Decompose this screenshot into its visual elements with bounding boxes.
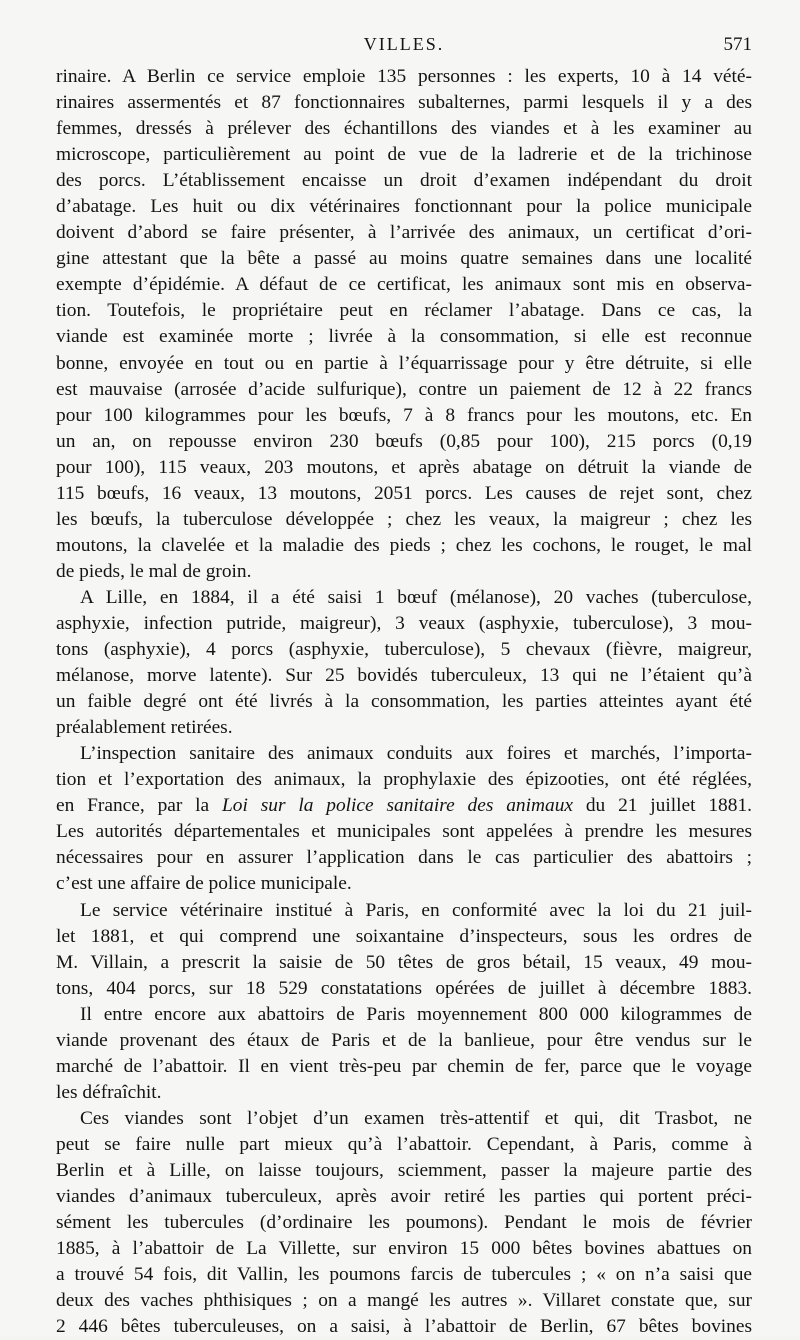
- text-fragment: en France, par la: [56, 795, 210, 817]
- text-line: un an, on repousse environ 230 bœufs (0,85 pour 100), 215 porcs (0,19: [56, 430, 752, 452]
- text-line: tion. Toutefois, le propriétaire peut en réclamer l’abatage. Dans ce cas, la: [56, 300, 752, 322]
- text-line: viande est examinée morte ; livrée à la consommation, si elle est reconnue: [56, 326, 752, 348]
- text-line: Ces viandes sont l’objet d’un examen très-attentif et qui, dit Trasbot, ne: [80, 1107, 752, 1129]
- text-line: A Lille, en 1884, il a été saisi 1 bœuf (mélanose), 20 vaches (tuberculose,: [80, 586, 752, 608]
- text-line: préalablement retirées.: [56, 717, 233, 739]
- text-line: 1885, à l’abattoir de La Villette, sur environ 15 000 bêtes bovines abattues on: [56, 1238, 752, 1260]
- text-line: mélanose, morve latente). Sur 25 bovidés tuberculeux, 13 qui ne l’étaient qu’à: [56, 665, 752, 687]
- text-line: gine attestant que la bête a passé au moins quatre semaines dans une localité: [56, 248, 752, 270]
- text-line: deux des vaches phthisiques ; on a mangé les autres ». Villaret constate que, sur: [56, 1290, 752, 1312]
- text-line: a trouvé 54 fois, dit Vallin, les poumons farcis de tubercules ; « on n’a saisi que: [56, 1264, 752, 1286]
- text-line: pour 100 kilogrammes pour les bœufs, 7 à 8 francs pour les moutons, etc. En: [56, 404, 752, 426]
- text-line: les bœufs, la tuberculose développée ; chez les veaux, la maigreur ; chez les: [56, 508, 752, 530]
- running-head: VILLES.: [363, 34, 445, 54]
- text-line: Les autorités départementales et municipales sont appelées à prendre les mesures: [56, 821, 752, 843]
- text-line: nécessaires pour en assurer l’application dans le cas particulier des abattoirs ;: [56, 847, 752, 869]
- text-line: d’abatage. Les huit ou dix vétérinaires fonctionnant pour la police municipale: [56, 196, 752, 218]
- text-line: Berlin et à Lille, on laisse toujours, sciemment, passer la majeure partie des: [56, 1159, 752, 1181]
- paragraph-1: [56, 64, 752, 585]
- text-line: doivent d’abord se faire présenter, à l’arrivée des animaux, un certificat d’ori-: [56, 222, 752, 244]
- text-line: asphyxie, infection putride, maigreur), 3 veaux (asphyxie, tuberculose), 3 mou-: [56, 612, 752, 634]
- text-line: femmes, dressés à prélever des échantillons des viandes et à les examiner au: [56, 118, 752, 140]
- text-line: 115 bœufs, 16 veaux, 13 moutons, 2051 porcs. Les causes de rejet sont, chez: [56, 482, 752, 504]
- paragraph-2: [56, 585, 752, 741]
- text-line: un faible degré ont été livrés à la consommation, les parties atteintes ayant été: [56, 691, 752, 713]
- text-line: marché de l’abattoir. Il en vient très-peu par chemin de fer, parce que le voyage: [56, 1055, 752, 1077]
- paragraph-6: [56, 1106, 752, 1340]
- text-line: rinaire. A Berlin ce service emploie 135 personnes : les experts, 10 à 14 vété-: [56, 66, 752, 87]
- text-line: moutons, la clavelée et la maladie des pieds ; chez les cochons, le rouget, le mal: [56, 534, 752, 556]
- text-line: microscope, particulièrement au point de vue de la ladrerie et de la trichinose: [56, 144, 752, 166]
- page-number: 571: [723, 34, 752, 55]
- text-line: sément les tubercules (d’ordinaire les poumons). Pendant le mois de février: [56, 1212, 752, 1234]
- text-line: Il entre encore aux abattoirs de Paris moyennement 800 000 kilogrammes de: [80, 1003, 752, 1025]
- text-line: des porcs. L’établissement encaisse un droit d’examen indépendant du droit: [56, 170, 752, 192]
- paragraph-4: [56, 898, 752, 1002]
- text-line: viandes d’animaux tuberculeux, après avoir retiré les parties qui portent préci-: [56, 1186, 752, 1208]
- page-header: [56, 30, 752, 60]
- text-line: 2 446 bêtes tuberculeuses, on a saisi, à l’abattoir de Berlin, 67 bêtes bovines: [56, 1316, 752, 1338]
- text-line: bonne, envoyée en tout ou en partie à l’équarrissage pour y être détruite, si elle: [56, 352, 752, 374]
- text-line: let 1881, et qui comprend une soixantaine d’inspecteurs, sous les ordres de: [56, 925, 752, 947]
- text-fragment: du 21 juillet 1881.: [585, 795, 752, 817]
- text-line: tons, 404 porcs, sur 18 529 constatations opérées de juillet à décembre 1883.: [56, 977, 752, 999]
- paragraph-3: [56, 741, 752, 897]
- text-line: viande provenant des étaux de Paris et de la banlieue, pour être vendus sur le: [56, 1029, 752, 1051]
- text-line: rinaires assermentés et 87 fonctionnaires subalternes, parmi lesquels il y a des: [56, 92, 752, 114]
- text-line: tion et l’exportation des animaux, la prophylaxie des épizooties, ont été réglées,: [56, 769, 752, 791]
- body-text: [56, 64, 752, 1340]
- text-line: exempte d’épidémie. A défaut de ce certificat, les animaux sont mis en observa-: [56, 274, 752, 296]
- text-line: L’inspection sanitaire des animaux conduits aux foires et marchés, l’importa-: [80, 743, 752, 765]
- text-line: Le service vétérinaire institué à Paris, en conformité avec la loi du 21 juil-: [80, 899, 752, 921]
- text-line: de pieds, le mal de groin.: [56, 560, 252, 582]
- text-line: les défraîchit.: [56, 1081, 162, 1103]
- text-line-with-title: [56, 793, 752, 819]
- paragraph-5: [56, 1002, 752, 1106]
- text-line: peut se faire nulle part mieux qu’à l’abattoir. Cependant, à Paris, comme à: [56, 1133, 752, 1155]
- text-line: pour 100), 115 veaux, 203 moutons, et après abatage on détruit la viande de: [56, 456, 752, 478]
- text-line: M. Villain, a prescrit la saisie de 50 têtes de gros bétail, 15 veaux, 49 mou-: [56, 951, 752, 973]
- text-line: tons (asphyxie), 4 porcs (asphyxie, tuberculose), 5 chevaux (fièvre, maigreur,: [56, 639, 752, 661]
- text-line: c’est une affaire de police municipale.: [56, 873, 352, 895]
- law-title: Loi sur la police sanitaire des animaux: [222, 795, 573, 817]
- text-line: est mauvaise (arrosée d’acide sulfurique), contre un paiement de 12 à 22 francs: [56, 378, 752, 400]
